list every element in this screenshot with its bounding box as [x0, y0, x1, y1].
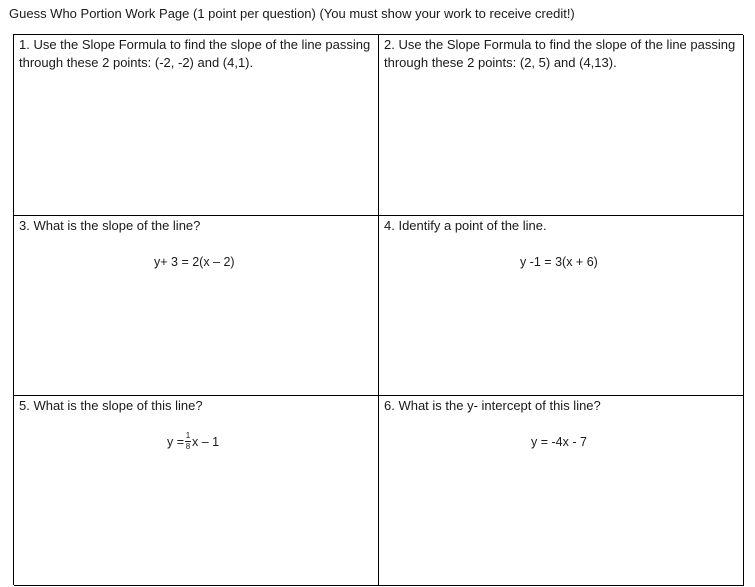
question-4-text: 4. Identify a point of the line.	[384, 218, 547, 233]
equation-lhs: y =	[167, 434, 185, 449]
fraction	[185, 432, 191, 451]
question-grid	[13, 34, 743, 585]
equation-rhs: x – 1	[192, 434, 220, 449]
question-cell-6	[379, 396, 744, 586]
question-4-equation: y -1 = 3(x + 6)	[520, 255, 598, 269]
question-3-text: 3. What is the slope of the line?	[19, 218, 201, 233]
question-cell-3	[14, 216, 379, 396]
question-2-text: 2. Use the Slope Formula to find the slope of the line passing through these 2 points: (2, 5) and (4,13).	[384, 37, 736, 70]
question-6-equation: y = -4x - 7	[531, 435, 587, 449]
question-cell-4	[379, 216, 744, 396]
page-title: Guess Who Portion Work Page (1 point per question) (You must show your work to receive credit!)	[9, 6, 575, 21]
question-cell-5	[14, 396, 379, 586]
question-6-text: 6. What is the y- intercept of this line?	[384, 398, 601, 413]
question-1-text: 1. Use the Slope Formula to find the slope of the line passing through these 2 points: (-2, -2) and (4,1).	[19, 37, 371, 70]
question-5-equation	[167, 432, 219, 451]
question-cell-2	[379, 35, 744, 216]
question-5-text: 5. What is the slope of this line?	[19, 398, 203, 413]
fraction-numerator: 1	[185, 431, 191, 440]
fraction-denominator: 8	[185, 442, 191, 451]
question-cell-1	[14, 35, 379, 216]
question-3-equation: y+ 3 = 2(x – 2)	[154, 255, 235, 269]
